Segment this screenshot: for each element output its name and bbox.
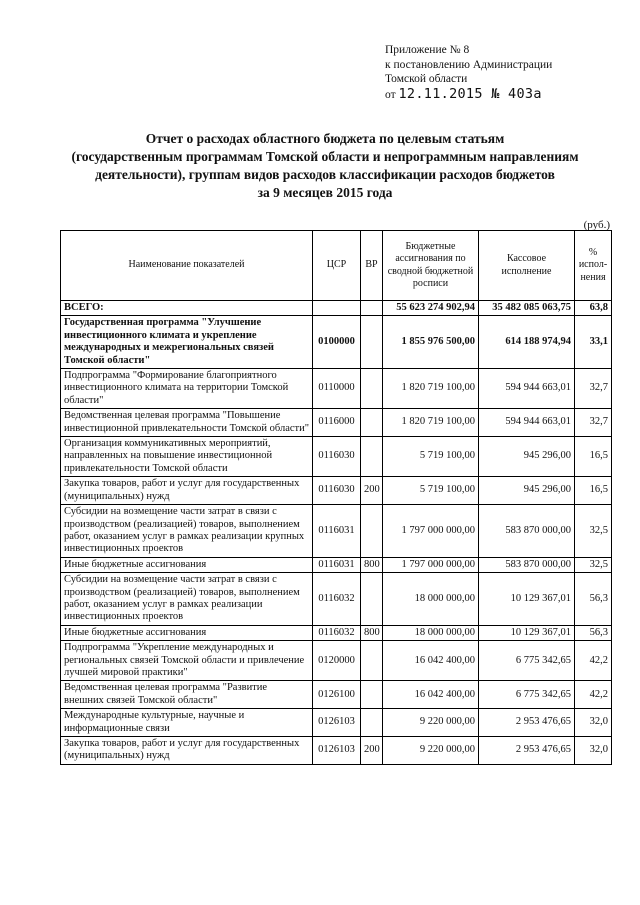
row-budget: 1 797 000 000,00: [383, 557, 479, 572]
row-vr: 800: [361, 625, 383, 640]
row-budget: 5 719 100,00: [383, 437, 479, 477]
row-name: Подпрограмма "Укрепление международных и региональных связей Томской области и привлечение лучшей мировой практики": [61, 641, 313, 681]
row-csr: 0116030: [313, 437, 361, 477]
row-vr: [361, 505, 383, 558]
header-budget: Бюджетные ассигнования по сводной бюджетной росписи: [383, 231, 479, 301]
attachment-decree: к постановлению Администрации: [385, 58, 553, 71]
row-cash: 10 129 367,01: [479, 625, 575, 640]
row-cash: 6 775 342,65: [479, 641, 575, 681]
report-table: [60, 230, 612, 765]
attachment-label: Приложение № 8: [385, 44, 470, 56]
row-cash: 583 870 000,00: [479, 505, 575, 558]
attachment-date-line: [385, 87, 625, 103]
row-name: ВСЕГО:: [61, 301, 313, 316]
table-row: [61, 316, 612, 369]
row-name: Государственная программа "Улучшение инвестиционного климата и укрепление международных и межрегиональных связей Томской области": [61, 316, 313, 369]
row-csr: [313, 301, 361, 316]
row-csr: 0126100: [313, 681, 361, 709]
row-vr: [361, 316, 383, 369]
report-title-line: (государственным программам Томской области и непрограммным направлениям: [71, 149, 579, 164]
row-csr: 0116030: [313, 477, 361, 505]
row-cash: 10 129 367,01: [479, 573, 575, 626]
row-percent: 32,5: [575, 557, 612, 572]
row-vr: [361, 681, 383, 709]
row-name: Иные бюджетные ассигнования: [61, 625, 313, 640]
row-vr: 800: [361, 557, 383, 572]
row-csr: 0116031: [313, 557, 361, 572]
table-row: [61, 681, 612, 709]
attachment-date-number: 12.11.2015 № 403а: [398, 85, 542, 102]
row-budget: 9 220 000,00: [383, 737, 479, 765]
attachment-date-prefix: от: [385, 88, 396, 101]
table-row: [61, 409, 612, 437]
row-percent: 32,7: [575, 409, 612, 437]
currency-unit: (руб.): [583, 219, 610, 231]
row-csr: 0116031: [313, 505, 361, 558]
row-name: Субсидии на возмещение части затрат в связи с производством (реализацией) товаров, выполнением работ, оказанием услуг в рамках реализации инвестиционных проектов: [61, 573, 313, 626]
row-percent: 63,8: [575, 301, 612, 316]
attachment-header: [385, 43, 625, 102]
row-cash: 614 188 974,94: [479, 316, 575, 369]
row-budget: 5 719 100,00: [383, 477, 479, 505]
row-cash: 35 482 085 063,75: [479, 301, 575, 316]
header-percent: % испол-нения: [575, 231, 612, 301]
row-percent: 56,3: [575, 625, 612, 640]
row-percent: 32,5: [575, 505, 612, 558]
table-row: [61, 737, 612, 765]
table-row: [61, 573, 612, 626]
row-budget: 55 623 274 902,94: [383, 301, 479, 316]
row-percent: 32,0: [575, 709, 612, 737]
report-title-line: Отчет о расходах областного бюджета по целевым статьям: [145, 131, 505, 146]
report-title-line: деятельности), группам видов расходов классификации расходов бюджетов: [95, 167, 555, 182]
row-name: Закупка товаров, работ и услуг для государственных (муниципальных) нужд: [61, 477, 313, 505]
row-vr: [361, 301, 383, 316]
report-title-line: за 9 месяцев 2015 года: [257, 185, 393, 200]
row-cash: 6 775 342,65: [479, 681, 575, 709]
row-budget: 18 000 000,00: [383, 573, 479, 626]
row-percent: 32,0: [575, 737, 612, 765]
row-name: Ведомственная целевая программа "Развитие внешних связей Томской области": [61, 681, 313, 709]
row-cash: 594 944 663,01: [479, 409, 575, 437]
table-row: [61, 437, 612, 477]
row-name: Закупка товаров, работ и услуг для государственных (муниципальных) нужд: [61, 737, 313, 765]
row-cash: 2 953 476,65: [479, 709, 575, 737]
table-row: [61, 505, 612, 558]
attachment-region: Томской области: [385, 73, 468, 85]
row-budget: 1 797 000 000,00: [383, 505, 479, 558]
row-budget: 16 042 400,00: [383, 681, 479, 709]
report-title: [30, 130, 620, 202]
row-budget: 1 855 976 500,00: [383, 316, 479, 369]
row-csr: 0126103: [313, 709, 361, 737]
row-name: Подпрограмма "Формирование благоприятного инвестиционного климата на территории Томской области": [61, 369, 313, 409]
row-cash: 594 944 663,01: [479, 369, 575, 409]
table-row: [61, 301, 612, 316]
row-csr: 0116032: [313, 573, 361, 626]
row-cash: 945 296,00: [479, 477, 575, 505]
row-name: Организация коммуникативных мероприятий, направленных на повышение инвестиционной привлекательности Томской области: [61, 437, 313, 477]
table-row: [61, 557, 612, 572]
row-budget: 9 220 000,00: [383, 709, 479, 737]
row-vr: [361, 641, 383, 681]
table-row: [61, 477, 612, 505]
row-name: Международные культурные, научные и информационные связи: [61, 709, 313, 737]
table-row: [61, 369, 612, 409]
row-percent: 42,2: [575, 641, 612, 681]
row-cash: 583 870 000,00: [479, 557, 575, 572]
row-budget: 1 820 719 100,00: [383, 409, 479, 437]
row-vr: [361, 409, 383, 437]
row-csr: 0120000: [313, 641, 361, 681]
row-name: Иные бюджетные ассигнования: [61, 557, 313, 572]
row-budget: 16 042 400,00: [383, 641, 479, 681]
header-name: Наименование показателей: [61, 231, 313, 301]
row-vr: [361, 369, 383, 409]
row-vr: [361, 437, 383, 477]
row-budget: 1 820 719 100,00: [383, 369, 479, 409]
row-percent: 33,1: [575, 316, 612, 369]
row-vr: 200: [361, 477, 383, 505]
row-percent: 42,2: [575, 681, 612, 709]
table-row: [61, 641, 612, 681]
header-cash: Кассовое исполнение: [479, 231, 575, 301]
row-vr: [361, 573, 383, 626]
row-csr: 0100000: [313, 316, 361, 369]
row-budget: 18 000 000,00: [383, 625, 479, 640]
row-percent: 16,5: [575, 477, 612, 505]
row-percent: 16,5: [575, 437, 612, 477]
header-csr: ЦСР: [313, 231, 361, 301]
row-csr: 0110000: [313, 369, 361, 409]
table-body: [61, 301, 612, 765]
row-percent: 56,3: [575, 573, 612, 626]
row-percent: 32,7: [575, 369, 612, 409]
row-name: Ведомственная целевая программа "Повышение инвестиционной привлекательности Томской области": [61, 409, 313, 437]
table-header-row: [61, 231, 612, 301]
table-row: [61, 709, 612, 737]
row-csr: 0116000: [313, 409, 361, 437]
row-csr: 0126103: [313, 737, 361, 765]
table-row: [61, 625, 612, 640]
row-cash: 945 296,00: [479, 437, 575, 477]
header-vr: ВР: [361, 231, 383, 301]
row-csr: 0116032: [313, 625, 361, 640]
row-cash: 2 953 476,65: [479, 737, 575, 765]
row-vr: 200: [361, 737, 383, 765]
row-vr: [361, 709, 383, 737]
row-name: Субсидии на возмещение части затрат в связи с производством (реализацией) товаров, выполнением работ, оказанием услуг в рамках реализации крупных инвестиционных проектов: [61, 505, 313, 558]
